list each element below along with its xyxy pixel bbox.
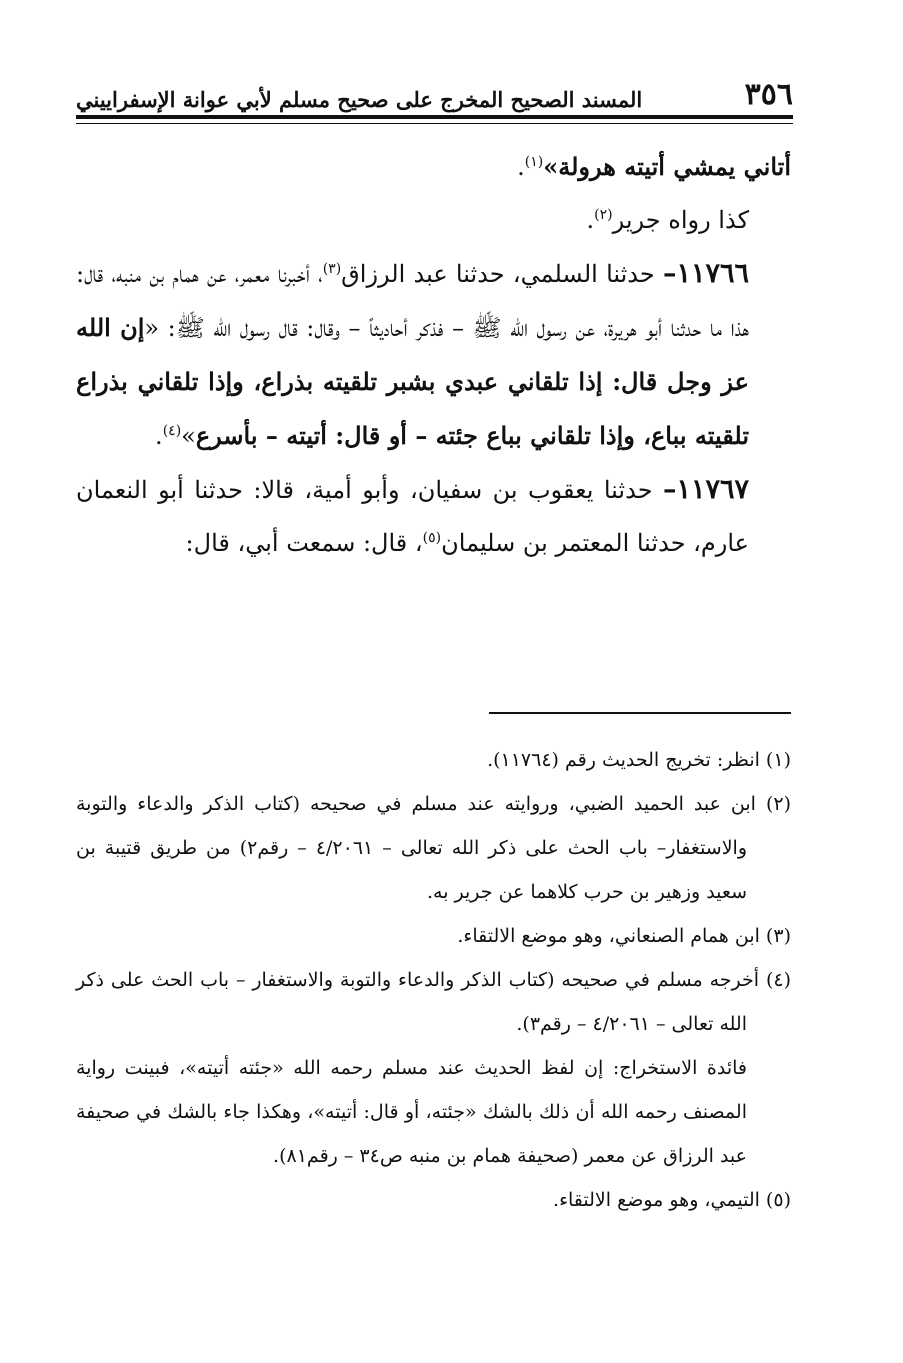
isnad-text: حدثنا السلمي، حدثنا عبد الرزاق xyxy=(341,260,663,288)
hadith-number: ١١٧٦٦– xyxy=(663,258,750,289)
footnote-1: (١) انظر: تخريج الحديث رقم (١١٧٦٤). xyxy=(487,749,791,771)
main-text xyxy=(76,140,791,570)
isnad-text-cont: ، أخبرنا معمر، عن همام بن منبه، قال: هذا ما حدثنا أبو هريرة، عن رسول الله ﷺ – فذكر أحاديثاً – وقال: قال رسول الله ﷺ: « xyxy=(76,260,750,342)
closing-quote: » xyxy=(181,422,196,450)
footnote-ref: (١) xyxy=(524,154,544,170)
paragraph-narration-note xyxy=(76,194,791,247)
period: . xyxy=(517,153,525,181)
hadith-text-bold: أتاني يمشي أتيته هرولة» xyxy=(543,152,791,181)
footnote-ref: (٢) xyxy=(594,207,613,223)
paragraph-hadith-end xyxy=(76,140,791,194)
footnote-ref: (٤) xyxy=(162,423,182,439)
running-head xyxy=(76,72,793,112)
isnad-text-cont: ، قال: سمعت أبي، قال: xyxy=(185,529,423,557)
page-number: ٣٥٦ xyxy=(744,77,793,112)
footnote-2: (٢) ابن عبد الحميد الضبي، وروايته عند مسلم في صحيحه (كتاب الذكر والدعاء والتوبة والاستغفار– باب الحث على ذكر الله تعالى – ٤/٢٠٦١ – رقم٢) من طريق قتيبة بن سعيد وزهير بن حرب كلاهما عن جرير به. xyxy=(76,793,791,903)
matn-text: إن الله عز وجل قال: إذا تلقاني عبدي بشبر تلقيته بذراع، وإذا تلقاني بذراع تلقيته بباع، وإذا تلقاني بباع جئته – أو قال: أتيته – بأسرع xyxy=(76,313,749,450)
footnote-5: (٥) التيمي، وهو موضع الالتقاء. xyxy=(553,1189,791,1211)
period: . xyxy=(155,422,163,450)
footnote-4: (٤) أخرجه مسلم في صحيحه (كتاب الذكر والدعاء والتوبة والاستغفار – باب الحث على ذكر الله تعالى – ٤/٢٠٦١ – رقم٣). xyxy=(76,969,791,1035)
footnote-3: (٣) ابن همام الصنعاني، وهو موضع الالتقاء. xyxy=(457,925,791,947)
header-rule-thick xyxy=(76,115,793,119)
hadith-11766 xyxy=(76,247,791,463)
footnote-ref: (٣) xyxy=(322,261,342,277)
book-title: المسند الصحيح المخرج على صحيح مسلم لأبي عوانة الإسفراييني xyxy=(76,87,643,112)
footnotes xyxy=(76,738,791,1222)
header-rule-thin xyxy=(76,123,793,124)
hadith-11767 xyxy=(76,463,791,570)
hadith-number: ١١٧٦٧– xyxy=(662,474,749,505)
narration-note: كذا رواه جرير xyxy=(612,206,749,234)
isnad-text: حدثنا يعقوب بن سفيان، وأبو أمية، قالا: حدثنا أبو النعمان عارم، حدثنا المعتمر بن سليمان xyxy=(76,476,749,557)
footnote-separator xyxy=(489,712,791,714)
period: . xyxy=(586,206,595,234)
footnote-4-note: فائدة الاستخراج: إن لفظ الحديث عند مسلم رحمه الله «جئته أتيته»، فبينت رواية المصنف رحمه الله أن ذلك بالشك «جئته، أو قال: أتيته»، وهكذا جاء بالشك في صحيفة عبد الرزاق عن معمر (صحيفة همام بن منبه ص٣٤ – رقم٨١). xyxy=(76,1057,747,1167)
footnote-ref: (٥) xyxy=(422,530,442,546)
